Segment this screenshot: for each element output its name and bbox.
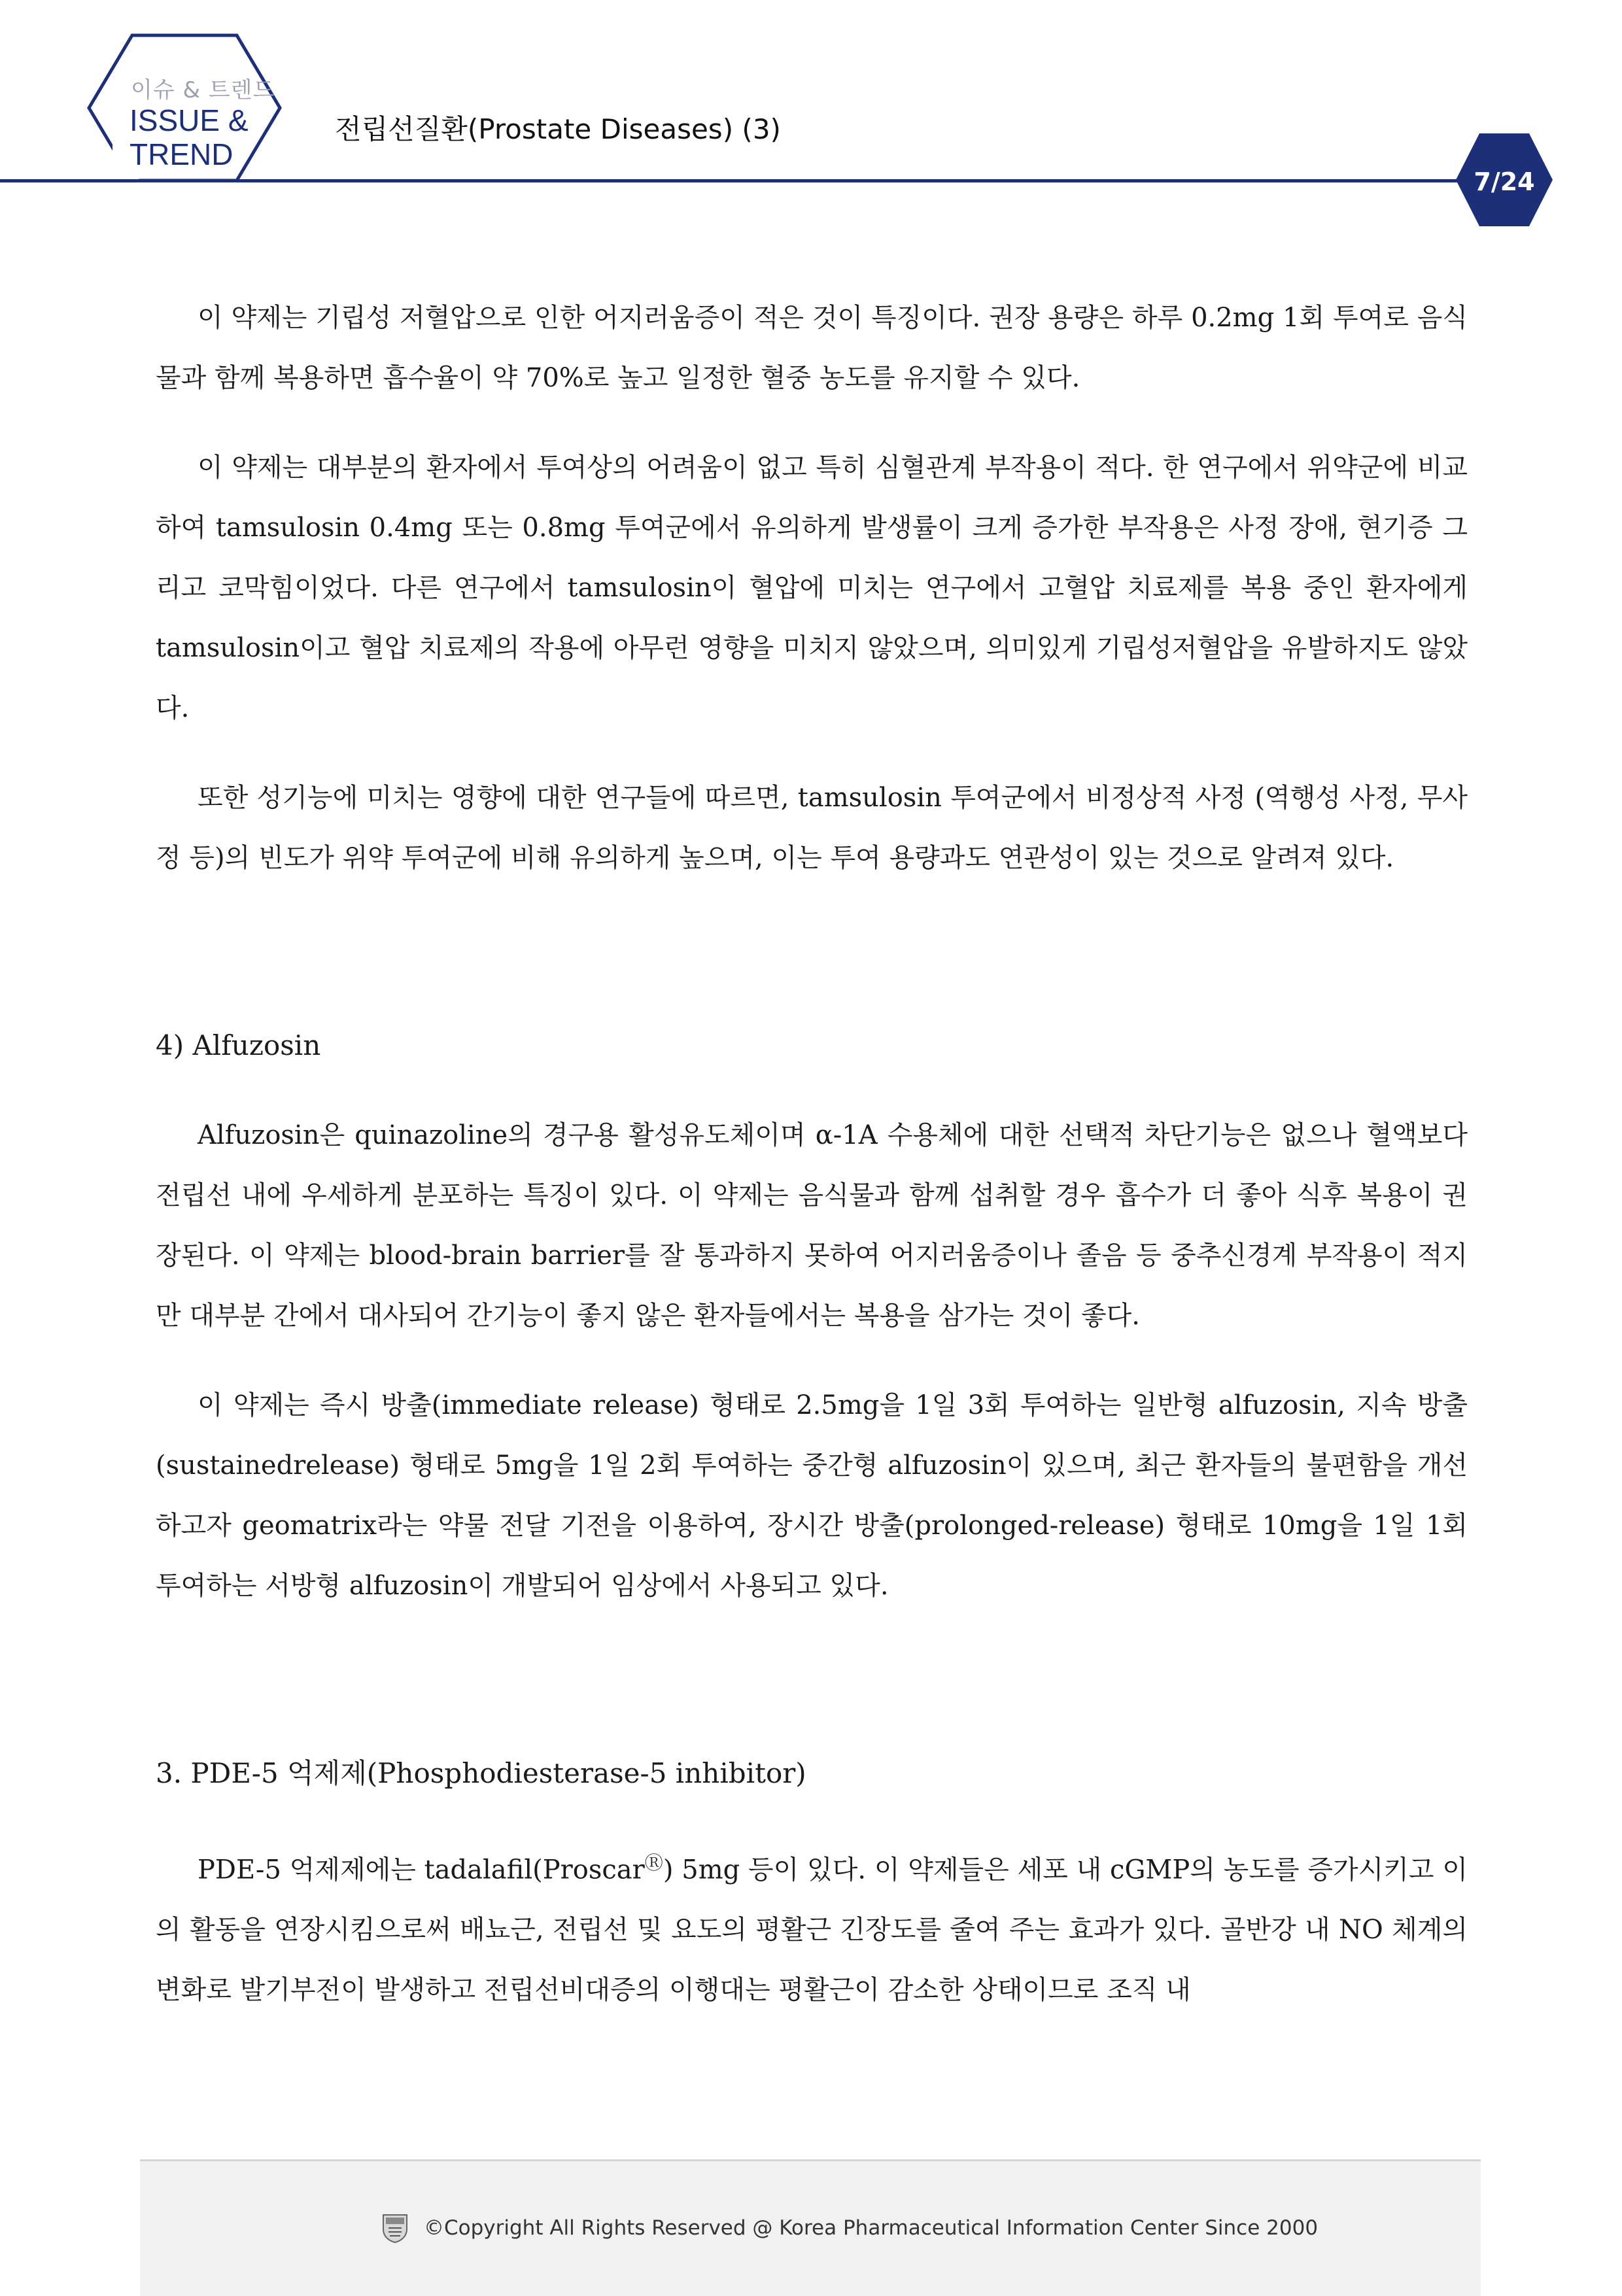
registered-mark: Ⓡ	[644, 1852, 663, 1874]
page-number: 7/24	[1474, 167, 1535, 196]
logo-line-1: ISSUE &	[129, 103, 249, 137]
footer-content	[381, 2212, 1318, 2244]
article-body	[156, 288, 1468, 2049]
shield-logo-icon	[381, 2212, 409, 2244]
paragraph	[156, 1833, 1468, 2020]
paragraph: Alfuzosin은 quinazoline의 경구용 활성유도체이며 α-1A 수용체에 대한 선택적 차단기능은 없으나 혈액보다 전립선 내에 우세하게 분포하는 특징이 있다. 이 약제는 음식물과 함께 섭취할 경우 흡수가 더 좋아 식후 복용이 권장된다. 이 약제는 blood-brain barrier를 잘 통과하지 못하여 어지러움증이나 졸음 등 중추신경계 부작용이 적지만 대부분 간에서 대사되어 간기능이 좋지 않은 환자들에서는 복용을 삼가는 것이 좋다.	[156, 1120, 1468, 1331]
header-divider	[0, 179, 1470, 182]
paragraph-text: ) 5mg 등이 있다. 이 약제들은 세포 내 cGMP의 농도를 증가시키고 이의 활동을 연장시킴으로써 배뇨근, 전립선 및 요도의 평활근 긴장도를 줄여 주는 효과가 있다. 골반강 내 NO 체계의 변화로 발기부전이 발생하고 전립선비대증의 이행대는 평활근이 감소한 상태이므로 조직 내	[156, 1855, 1468, 2006]
section-heading-pde5: 3. PDE-5 억제제(Phosphodiesterase-5 inhibitor)	[156, 1757, 806, 1789]
paragraph: 이 약제는 대부분의 환자에서 투여상의 어려움이 없고 특히 심혈관계 부작용이 적다. 한 연구에서 위약군에 비교하여 tamsulosin 0.4mg 또는 0.8mg 투여군에서 유의하게 발생률이 크게 증가한 부작용은 사정 장애, 현기증 그리고 코막힘이었다. 다른 연구에서 tamsulosin이 혈압에 미치는 연구에서 고혈압 치료제를 복용 중인 환자에게 tamsulosin이고 혈압 치료제의 작용에 아무런 영향을 미치지 않았으며, 의미있게 기립성저혈압을 유발하지도 않았다.	[156, 453, 1468, 723]
paragraph-text: PDE-5 억제제에는 tadalafil(Proscar	[198, 1855, 645, 1885]
page-title: 전립선질환(Prostate Diseases) (3)	[335, 113, 781, 145]
copyright-text: ©Copyright All Rights Reserved @ Korea Pharmaceutical Information Center Since 2000	[424, 2216, 1319, 2240]
paragraph: 또한 성기능에 미치는 영향에 대한 연구들에 따르면, tamsulosin 투여군에서 비정상적 사정 (역행성 사정, 무사정 등)의 빈도가 위약 투여군에 비해 유의하게 높으며, 이는 투여 용량과도 연관성이 있는 것으로 알려져 있다.	[156, 783, 1468, 873]
section-gap	[156, 917, 1468, 1016]
section-gap	[156, 1645, 1468, 1743]
logo-line-2: TREND	[129, 137, 233, 171]
logo-english-text	[129, 103, 249, 171]
section-heading-alfuzosin: 4) Alfuzosin	[156, 1029, 321, 1061]
paragraph: 이 약제는 즉시 방출(immediate release) 형태로 2.5mg을 1일 3회 투여하는 일반형 alfuzosin, 지속 방출(sustainedrelease) 형태로 5mg을 1일 2회 투여하는 중간형 alfuzosin이 있으며, 최근 환자들의 불편함을 개선하고자 geomatrix라는 약물 전달 기전을 이용하여, 장시간 방출(prolonged-release) 형태로 10mg을 1일 1회 투여하는 서방형 alfuzosin이 개발되어 임상에서 사용되고 있다.	[156, 1390, 1468, 1601]
paragraph: 이 약제는 기립성 저혈압으로 인한 어지러움증이 적은 것이 특징이다. 권장 용량은 하루 0.2mg 1회 투여로 음식물과 함께 복용하면 흡수율이 약 70%로 높고 일정한 혈중 농도를 유지할 수 있다.	[156, 303, 1468, 393]
logo-korean-text: 이슈 & 트렌드	[131, 77, 275, 103]
footer	[140, 2159, 1481, 2296]
